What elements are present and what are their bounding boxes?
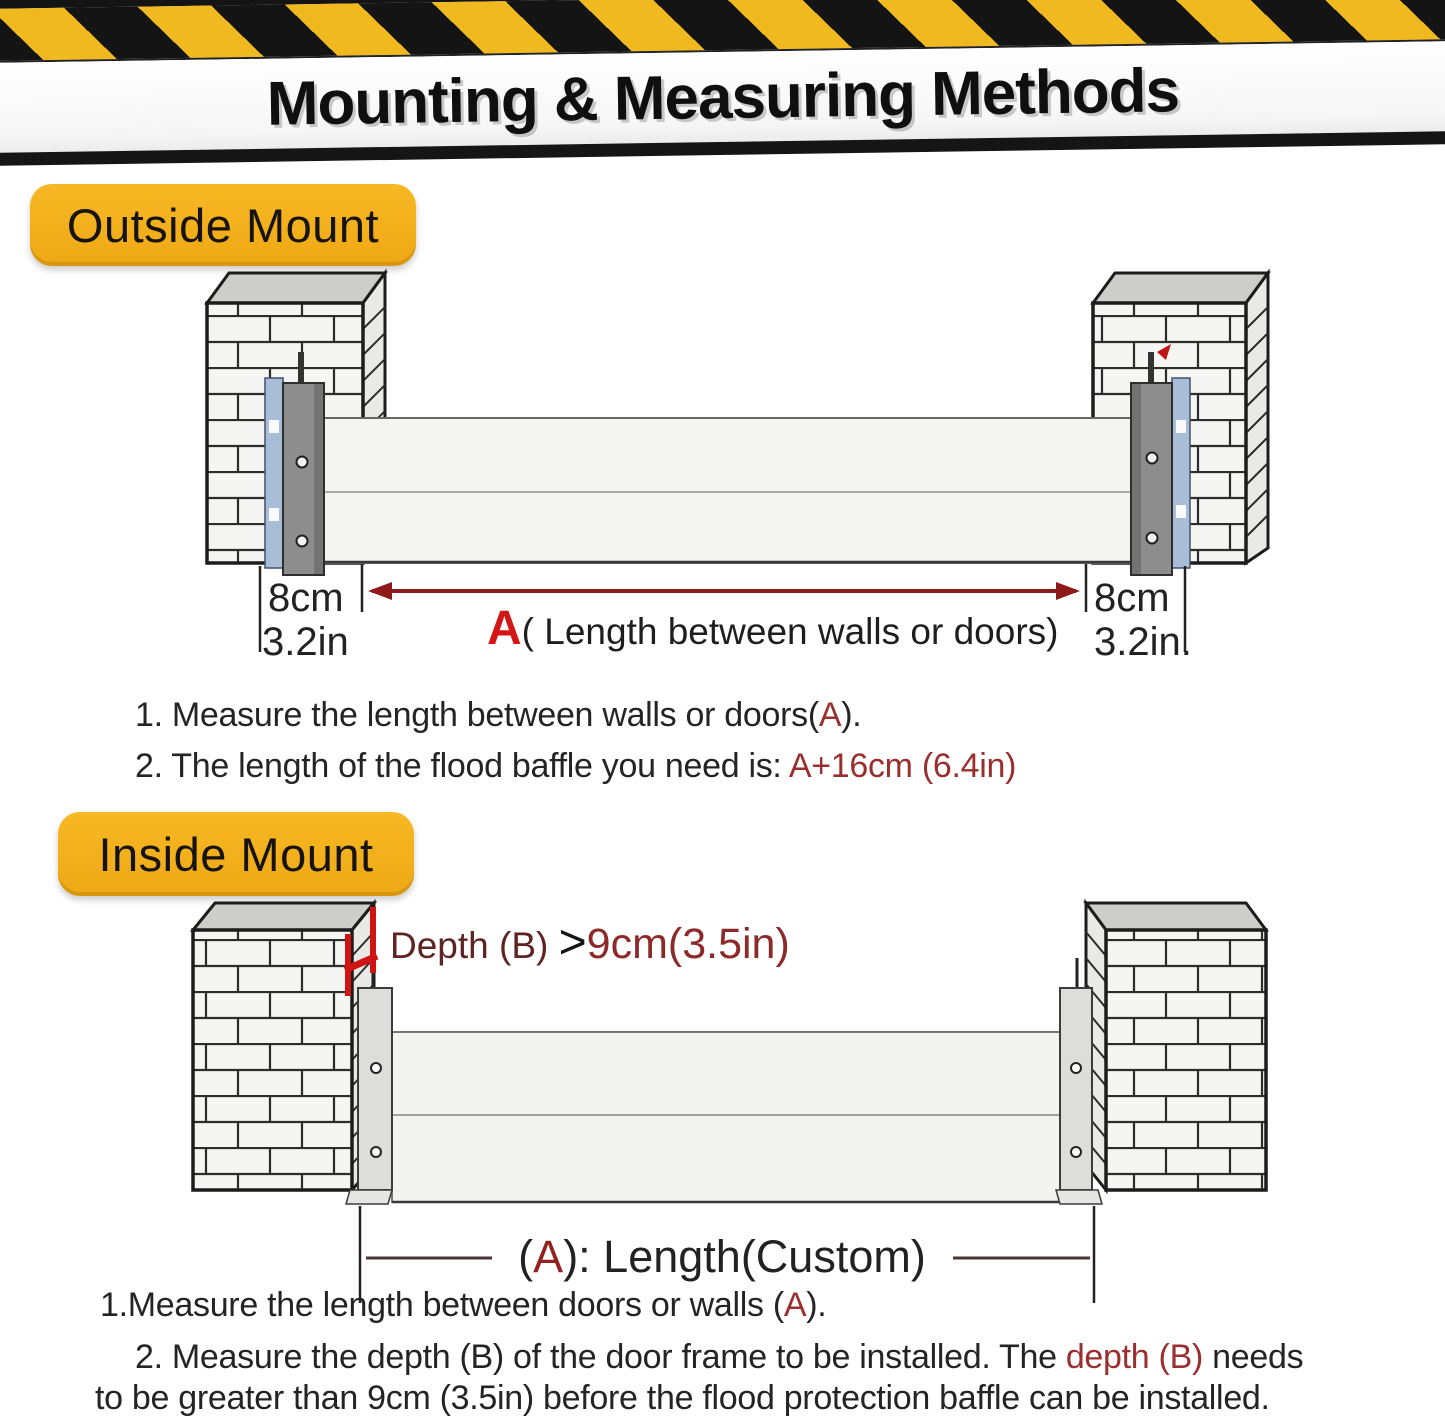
screw-hole bbox=[1071, 1147, 1081, 1157]
outside-step-2: 2. The length of the flood baffle you need is: A+16cm (6.4in) bbox=[135, 747, 1017, 785]
screw-hole bbox=[1147, 453, 1158, 464]
right-offset-cm-label: 8cm bbox=[1094, 576, 1170, 620]
page-title: Mounting & Measuring Methods bbox=[266, 55, 1180, 139]
flood-barrier-panel bbox=[322, 418, 1163, 563]
screw-hole bbox=[297, 536, 308, 547]
outside-step-1: 1. Measure the length between walls or doors(A). bbox=[135, 696, 862, 734]
outside-mount-diagram bbox=[0, 265, 1445, 665]
outside-mount-badge-label: Outside Mount bbox=[66, 198, 380, 252]
inside-step-2-line2: to be greater than 9cm (3.5in) before the flood protection baffle can be installed. bbox=[95, 1379, 1270, 1417]
custom-length-label: (A): Length(Custom) bbox=[518, 1231, 926, 1282]
header-banner bbox=[0, 0, 1445, 166]
screw-hole bbox=[1071, 1063, 1081, 1073]
length-arrow bbox=[368, 582, 1080, 600]
screw-hole bbox=[371, 1147, 381, 1157]
screw-hole bbox=[371, 1063, 381, 1073]
screw-hole bbox=[297, 457, 308, 468]
left-offset-cm-label: 8cm bbox=[268, 576, 344, 620]
inside-mount-badge-label: Inside Mount bbox=[98, 827, 374, 881]
inside-mount-diagram bbox=[0, 895, 1445, 1307]
wall-rail-left bbox=[265, 378, 283, 568]
screw-hole bbox=[1147, 533, 1158, 544]
depth-annotation: Depth (B) >9cm(3.5in) bbox=[390, 916, 790, 969]
flood-barrier-panel bbox=[392, 1032, 1060, 1202]
right-offset-in-label: 3.2in. bbox=[1094, 620, 1192, 664]
inside-step-2-line1: 2. Measure the depth (B) of the door frame to be installed. The depth (B) needs bbox=[135, 1338, 1304, 1376]
left-offset-in-label: 3.2in bbox=[262, 620, 349, 664]
inside-mount-badge bbox=[58, 812, 414, 896]
wall-rail-right bbox=[1172, 378, 1190, 568]
brick-pillar-right bbox=[1086, 903, 1266, 1190]
length-between-walls-label: A( Length between walls or doors) bbox=[487, 602, 1059, 655]
outside-mount-badge bbox=[30, 184, 416, 266]
mounting-channel-left bbox=[283, 352, 324, 575]
inside-step-1: 1.Measure the length between doors or walls (A). bbox=[100, 1286, 827, 1324]
